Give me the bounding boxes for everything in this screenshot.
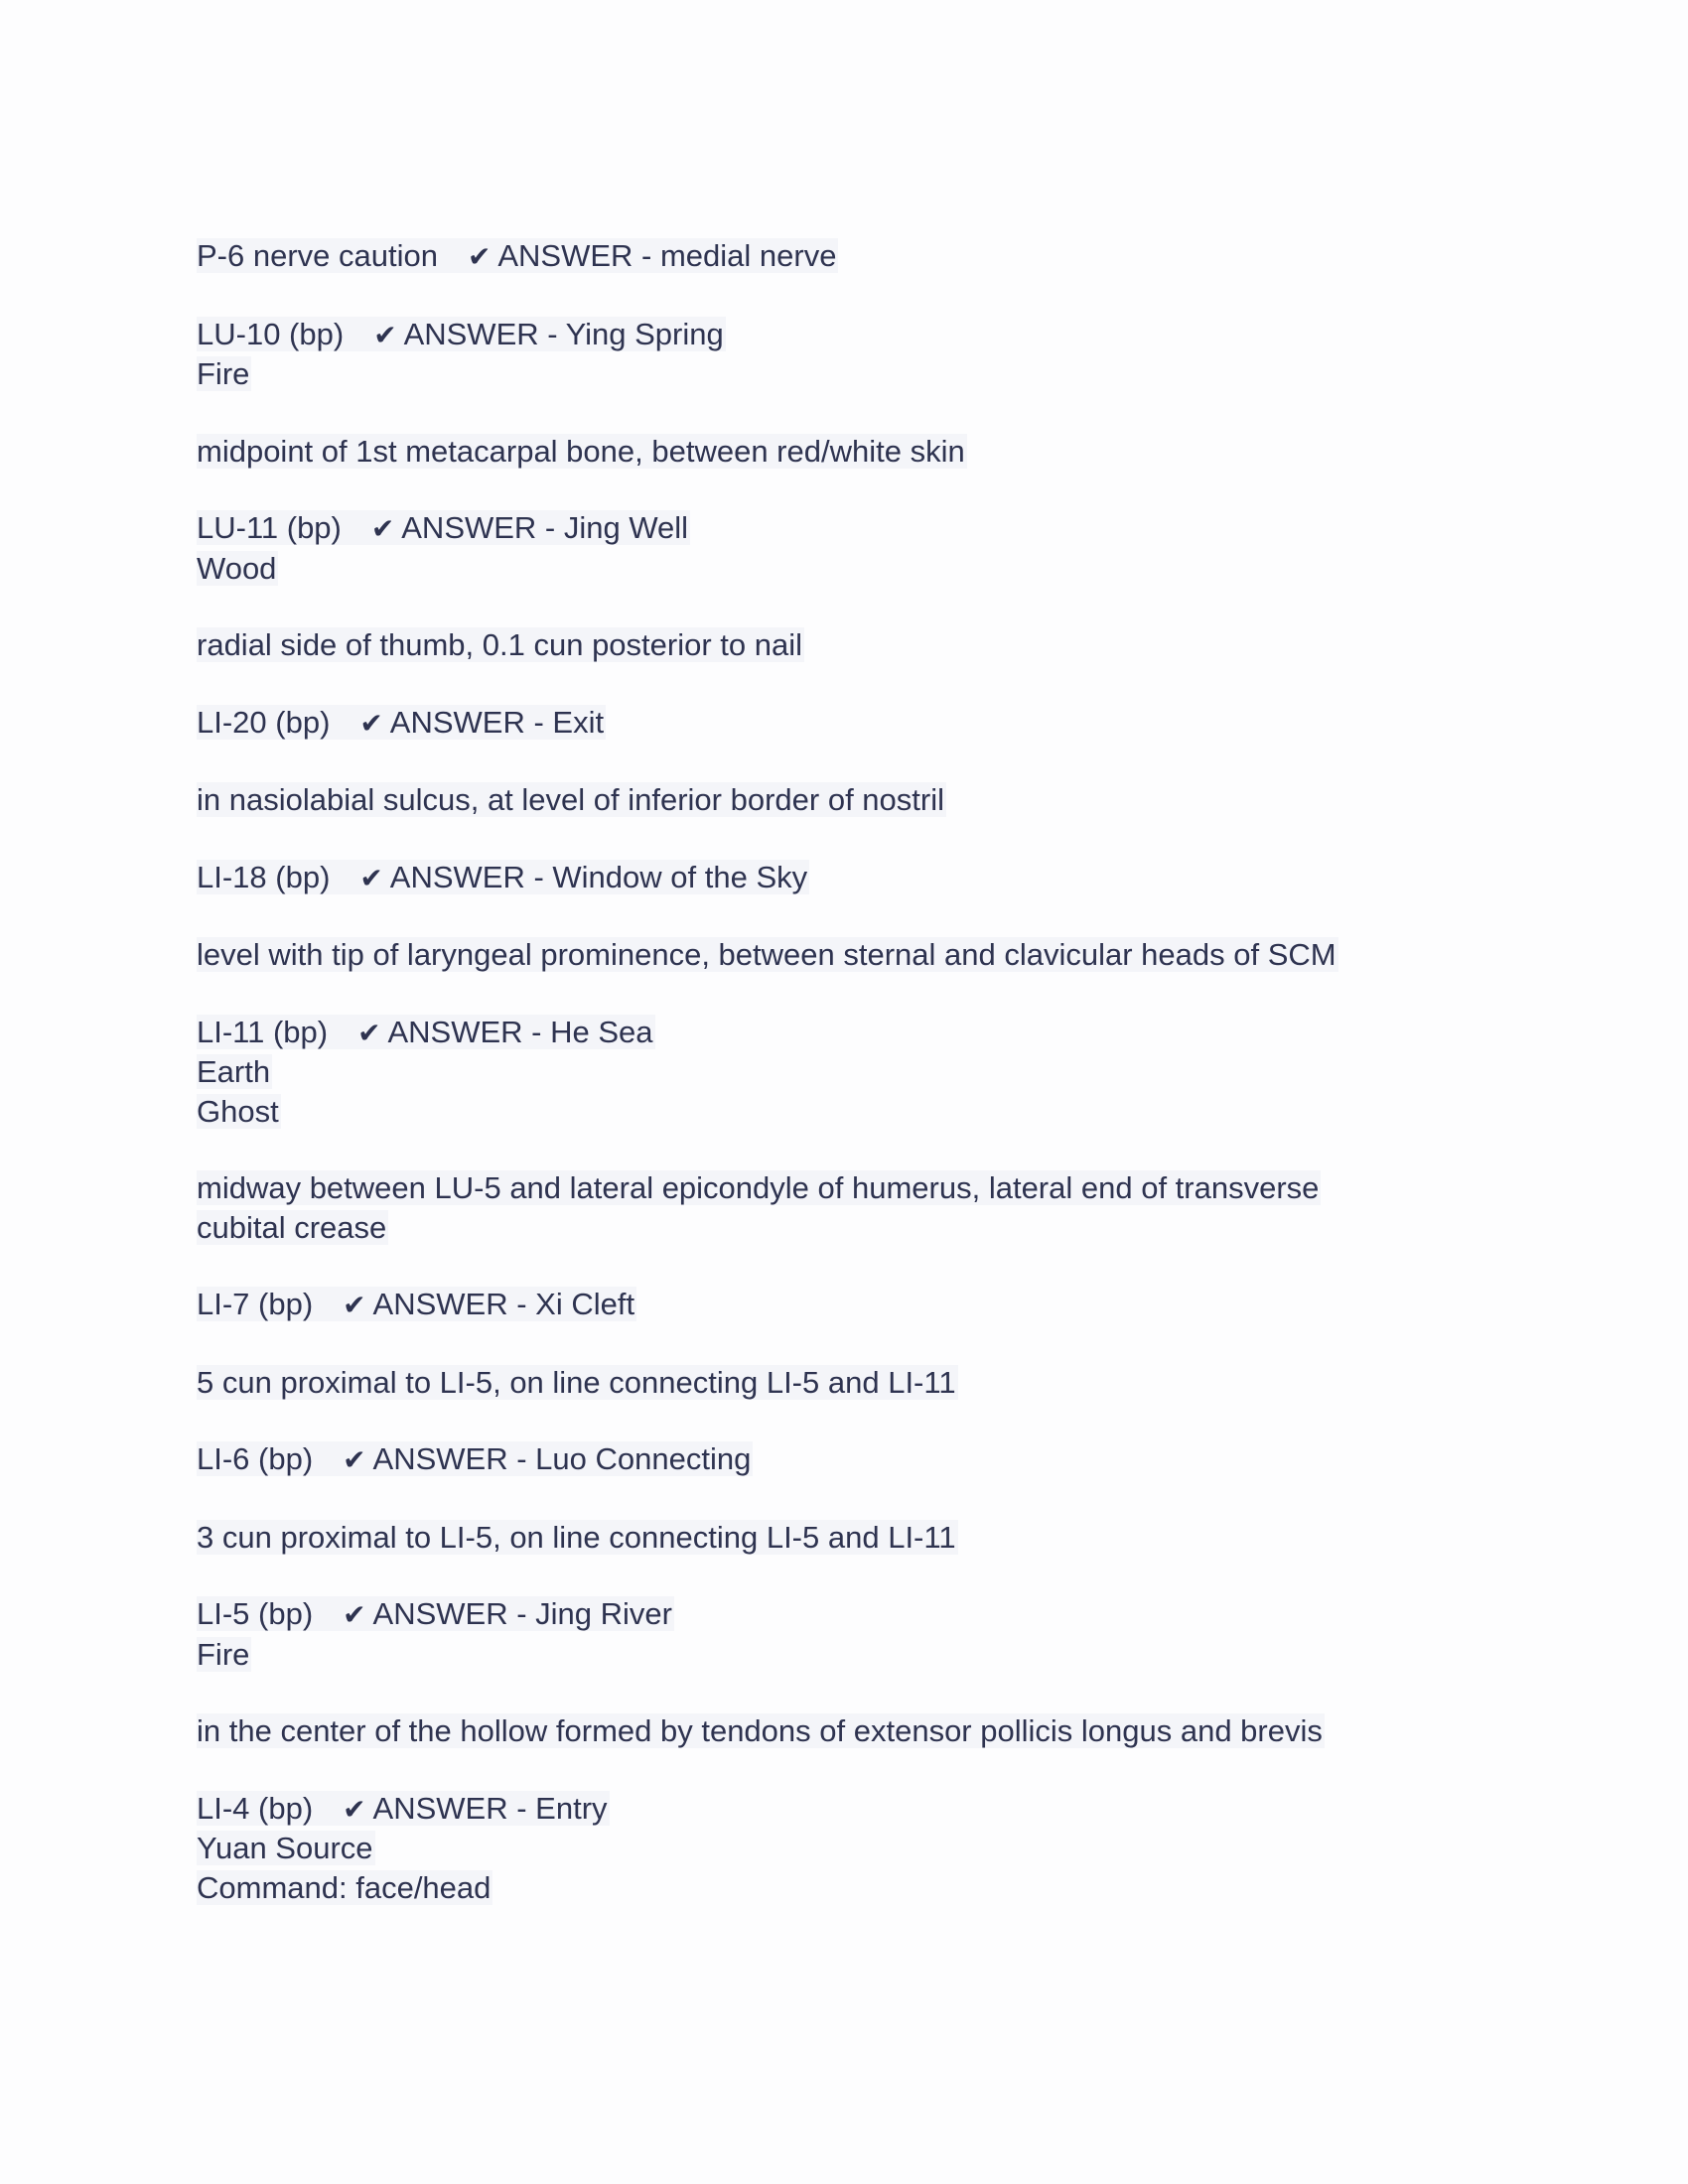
check-icon: ✔ [343,1289,366,1321]
note-text: in nasiolabial sulcus, at level of inferior border of nostril [197,782,944,817]
answer-prefix: ANSWER - [372,1287,536,1321]
answer-detail: Fire [197,1636,250,1672]
check-icon: ✔ [343,1792,366,1826]
answer-prefix: ANSWER - [389,704,553,740]
document-page [197,236,1487,1945]
qa-card [197,1439,1487,1480]
check-icon: ✔ [359,706,383,740]
note-text: cubital crease [197,1209,387,1245]
qa-card [197,858,1487,898]
answer-prefix: ANSWER - [403,316,566,351]
check-icon: ✔ [467,240,492,273]
qa-card [197,508,1487,588]
location-note [197,432,1487,472]
answer-detail: Fire [197,356,250,391]
answer-text: Jing River [535,1596,672,1631]
location-note [197,1363,1487,1403]
answer-prefix: ANSWER - [372,1441,536,1476]
qa-card [197,236,1487,277]
location-note [197,1518,1487,1558]
note-text: level with tip of laryngeal prominence, between sternal and clavicular heads of SCM [197,937,1336,972]
note-text: radial side of thumb, 0.1 cun posterior to nail [197,627,803,662]
location-note [197,625,1487,665]
question-text: LI-11 (bp) [197,1014,329,1049]
answer-text: Ying Spring [565,316,724,351]
answer-prefix: ANSWER - [401,510,564,545]
question-text: LI-7 (bp) [197,1287,314,1321]
qa-card [197,1594,1487,1674]
question-text: LI-6 (bp) [197,1441,314,1476]
note-text: 5 cun proximal to LI-5, on line connecting LI-5 and LI-11 [197,1364,956,1400]
answer-text: Jing Well [563,510,689,545]
check-icon: ✔ [370,512,395,545]
check-icon: ✔ [343,1443,366,1476]
location-note [197,1168,1487,1247]
answer-text: He Sea [550,1014,653,1049]
answer-prefix: ANSWER - [372,1596,536,1631]
location-note [197,780,1487,820]
note-text: midpoint of 1st metacarpal bone, between red/white skin [197,433,965,469]
question-text: LI-20 (bp) [197,704,331,740]
answer-text: Luo Connecting [535,1441,752,1476]
question-text: P-6 nerve caution [197,238,438,273]
answer-prefix: ANSWER - [387,1014,551,1049]
question-text: LU-11 (bp) [197,510,342,545]
answer-text: Window of the Sky [552,859,808,894]
question-text: LI-4 (bp) [197,1790,314,1826]
qa-card [197,1789,1487,1908]
qa-card [197,703,1487,744]
answer-detail: Command: face/head [197,1869,492,1905]
check-icon: ✔ [373,318,397,351]
check-icon: ✔ [357,1016,381,1049]
question-text: LI-5 (bp) [197,1596,314,1631]
question-text: LI-18 (bp) [197,859,331,894]
qa-card [197,315,1487,394]
answer-text: Exit [552,704,605,740]
answer-detail: Wood [197,550,277,586]
qa-card [197,1285,1487,1325]
check-icon: ✔ [359,861,383,894]
answer-detail: Earth [197,1054,271,1089]
answer-detail: Yuan Source [197,1831,373,1865]
answer-prefix: ANSWER - [372,1790,536,1826]
answer-prefix: ANSWER - [497,238,660,273]
question-text: LU-10 (bp) [197,316,345,351]
location-note [197,1711,1487,1751]
answer-detail: Ghost [197,1093,279,1129]
note-text: in the center of the hollow formed by tendons of extensor pollicis longus and brevis [197,1713,1323,1748]
check-icon: ✔ [343,1598,366,1631]
location-note [197,935,1487,975]
answer-text: Xi Cleft [535,1287,635,1321]
note-text: 3 cun proximal to LI-5, on line connecting LI-5 and LI-11 [197,1519,956,1555]
answer-prefix: ANSWER - [389,859,553,894]
answer-text: Entry [535,1790,608,1826]
qa-card [197,1013,1487,1132]
answer-text: medial nerve [659,238,837,273]
note-text: midway between LU-5 and lateral epicondyle of humerus, lateral end of transverse [197,1170,1320,1205]
